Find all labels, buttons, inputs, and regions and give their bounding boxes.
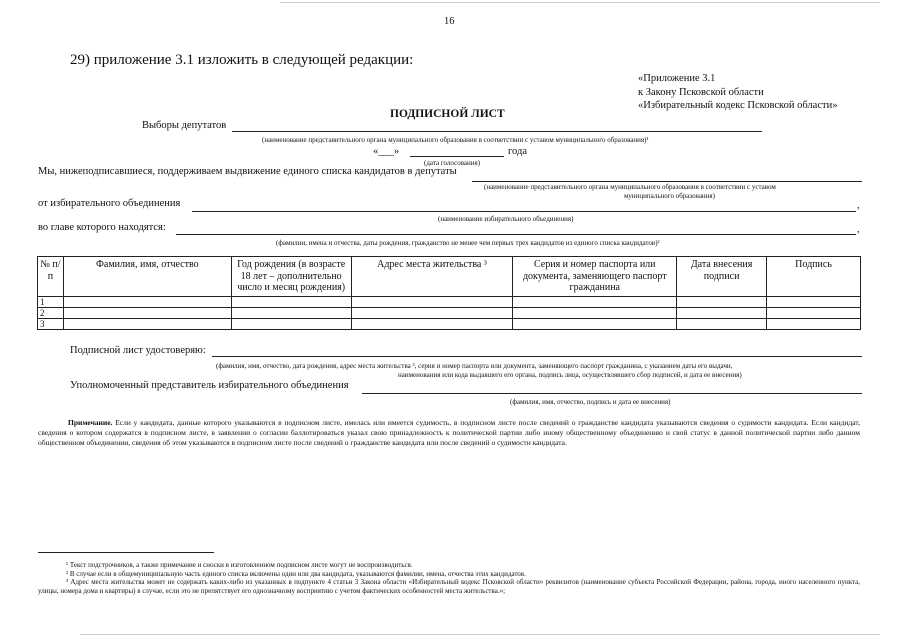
row-number: 2 <box>38 307 64 318</box>
assoc-label: от избирательного объединения <box>38 198 181 209</box>
assoc-caption: (наименование избирательного объединения) <box>438 215 574 223</box>
scan-artifact-bottom <box>80 634 880 635</box>
col-name-header: Фамилия, имя, отчество <box>63 257 231 297</box>
date-field-line[interactable] <box>410 156 504 157</box>
note-text: Если у кандидата, данные которого указываются в подписном листе, имелась или имеется судимость, в подписном листе после сведений о гражданстве кандидата указываются сведения о судимости кандидата. Если кандидат, сведения о котором содержатся в подписном листе, в заявлении о согласии баллотироваться указал свою принадлежность к политической партии либо иному общественному объединению и свой статус в данной политической партии либо данном общественном объединении, сведения об этом указываются в подписном листе после сведений о гражданстве кандидата или после сведений о судимости кандидата. <box>38 418 860 447</box>
rep-label: Уполномоченный представитель избирательного объединения <box>70 380 349 391</box>
col-passport-header: Серия и номер паспорта или документа, заменяющего паспорт гражданина <box>513 257 677 297</box>
cell-passport[interactable] <box>513 307 677 318</box>
cell-signature[interactable] <box>767 296 861 307</box>
cell-birth[interactable] <box>231 307 351 318</box>
col-birth-header: Год рождения (в возрасте 18 лет – дополнительно число и месяц рождения) <box>231 257 351 297</box>
signature-table <box>37 256 861 330</box>
elections-caption: (наименование представительного органа муниципального образования в соответствии с уставом муниципального образования)¹ <box>262 136 649 144</box>
cell-address[interactable] <box>351 307 513 318</box>
support-caption-1: (наименование представительного органа муниципального образования в соответствии с уставом <box>484 183 776 191</box>
cell-signature[interactable] <box>767 307 861 318</box>
head-caption: (фамилии, имена и отчества, даты рождения, гражданство не менее чем первых трех кандидатов из единого списка кандидатов)² <box>276 239 660 247</box>
appendix-ref-line3: «Избирательный кодекс Псковской области» <box>638 100 838 111</box>
cell-name[interactable] <box>63 307 231 318</box>
cell-date[interactable] <box>677 296 767 307</box>
cell-name[interactable] <box>63 318 231 329</box>
date-year: года <box>508 146 527 157</box>
appendix-reference <box>638 72 837 113</box>
footnote-2: ² В случае если в общемуниципальную часть единого списка включены один или два кандидата, указываются фамилии, имена, отчества этих кандидатов. <box>66 569 526 578</box>
certify-label: Подписной лист удостоверяю: <box>70 345 206 356</box>
table-row <box>38 296 861 307</box>
cell-birth[interactable] <box>231 296 351 307</box>
head-comma: , <box>857 224 860 235</box>
certify-field-line[interactable] <box>212 356 862 357</box>
cell-passport[interactable] <box>513 318 677 329</box>
cell-address[interactable] <box>351 318 513 329</box>
table-row <box>38 307 861 318</box>
col-address-header: Адрес места жительства ³ <box>351 257 513 297</box>
table-header-row <box>38 257 861 297</box>
note-paragraph <box>38 418 860 448</box>
support-caption-2: муниципального образования) <box>624 192 715 200</box>
cell-date[interactable] <box>677 318 767 329</box>
cell-passport[interactable] <box>513 296 677 307</box>
head-field-line[interactable] <box>176 234 856 235</box>
date-caption: (дата голосования) <box>424 159 481 167</box>
row-number: 1 <box>38 296 64 307</box>
footnotes <box>38 561 860 595</box>
date-quote: «___» <box>373 146 400 157</box>
footnote-1: ¹ Текст подстрочников, а также примечание и сноски в изготовленном подписном листе могут не воспроизводиться. <box>66 561 413 569</box>
col-date-header: Дата внесения подписи <box>677 257 767 297</box>
col-number-header: № п/п <box>38 257 64 297</box>
cell-name[interactable] <box>63 296 231 307</box>
certify-caption-1: (фамилия, имя, отчество, дата рождения, адрес места жительства ³, серия и номер паспорта или документа, заменяющего паспорт гражданина, с указанием даты его выдачи, <box>216 362 733 370</box>
elections-label: Выборы депутатов <box>142 120 227 131</box>
appendix-ref-line1: «Приложение 3.1 <box>638 73 716 84</box>
item-heading: 29) приложение 3.1 изложить в следующей редакции: <box>70 52 414 68</box>
row-number: 3 <box>38 318 64 329</box>
col-signature-header: Подпись <box>767 257 861 297</box>
cell-signature[interactable] <box>767 318 861 329</box>
assoc-comma: , <box>857 200 860 211</box>
cell-date[interactable] <box>677 307 767 318</box>
form-title: ПОДПИСНОЙ ЛИСТ <box>390 108 505 120</box>
scan-artifact-top <box>280 2 880 3</box>
cell-address[interactable] <box>351 296 513 307</box>
rep-caption: (фамилия, имя, отчество, подпись и дата ее внесения) <box>510 398 671 406</box>
page-number: 16 <box>444 16 455 27</box>
head-label: во главе которого находятся: <box>38 222 166 233</box>
elections-field-line[interactable] <box>232 131 762 132</box>
appendix-ref-line2: к Закону Псковской области <box>638 86 764 98</box>
cell-birth[interactable] <box>231 318 351 329</box>
assoc-field-line[interactable] <box>192 211 856 212</box>
support-text: Мы, нижеподписавшиеся, поддерживаем выдвижение единого списка кандидатов в депутаты <box>38 166 457 177</box>
certify-caption-2: наименования или кода выдавшего его органа, подпись лица, осуществлявшего сбор подписей, и дата ее внесения) <box>398 371 742 379</box>
table-row <box>38 318 861 329</box>
note-label: Примечание. <box>68 418 113 427</box>
footnote-3: ³ Адрес места жительства может не содержать каких-либо из указанных в подпункте 4 статьи 3 Закона области «Избирательный кодекс Псковской области» реквизитов (наименование субъекта Российской Федерации, района, города, иного населенного пункта, улицы, номера дома и квартиры) в случае, если это не препятствует его однозначному восприятию с учетом фактических особенностей места жительства.»; <box>38 578 860 595</box>
support-field-line[interactable] <box>472 181 862 182</box>
footnote-separator <box>38 552 214 553</box>
rep-field-line[interactable] <box>362 393 862 394</box>
